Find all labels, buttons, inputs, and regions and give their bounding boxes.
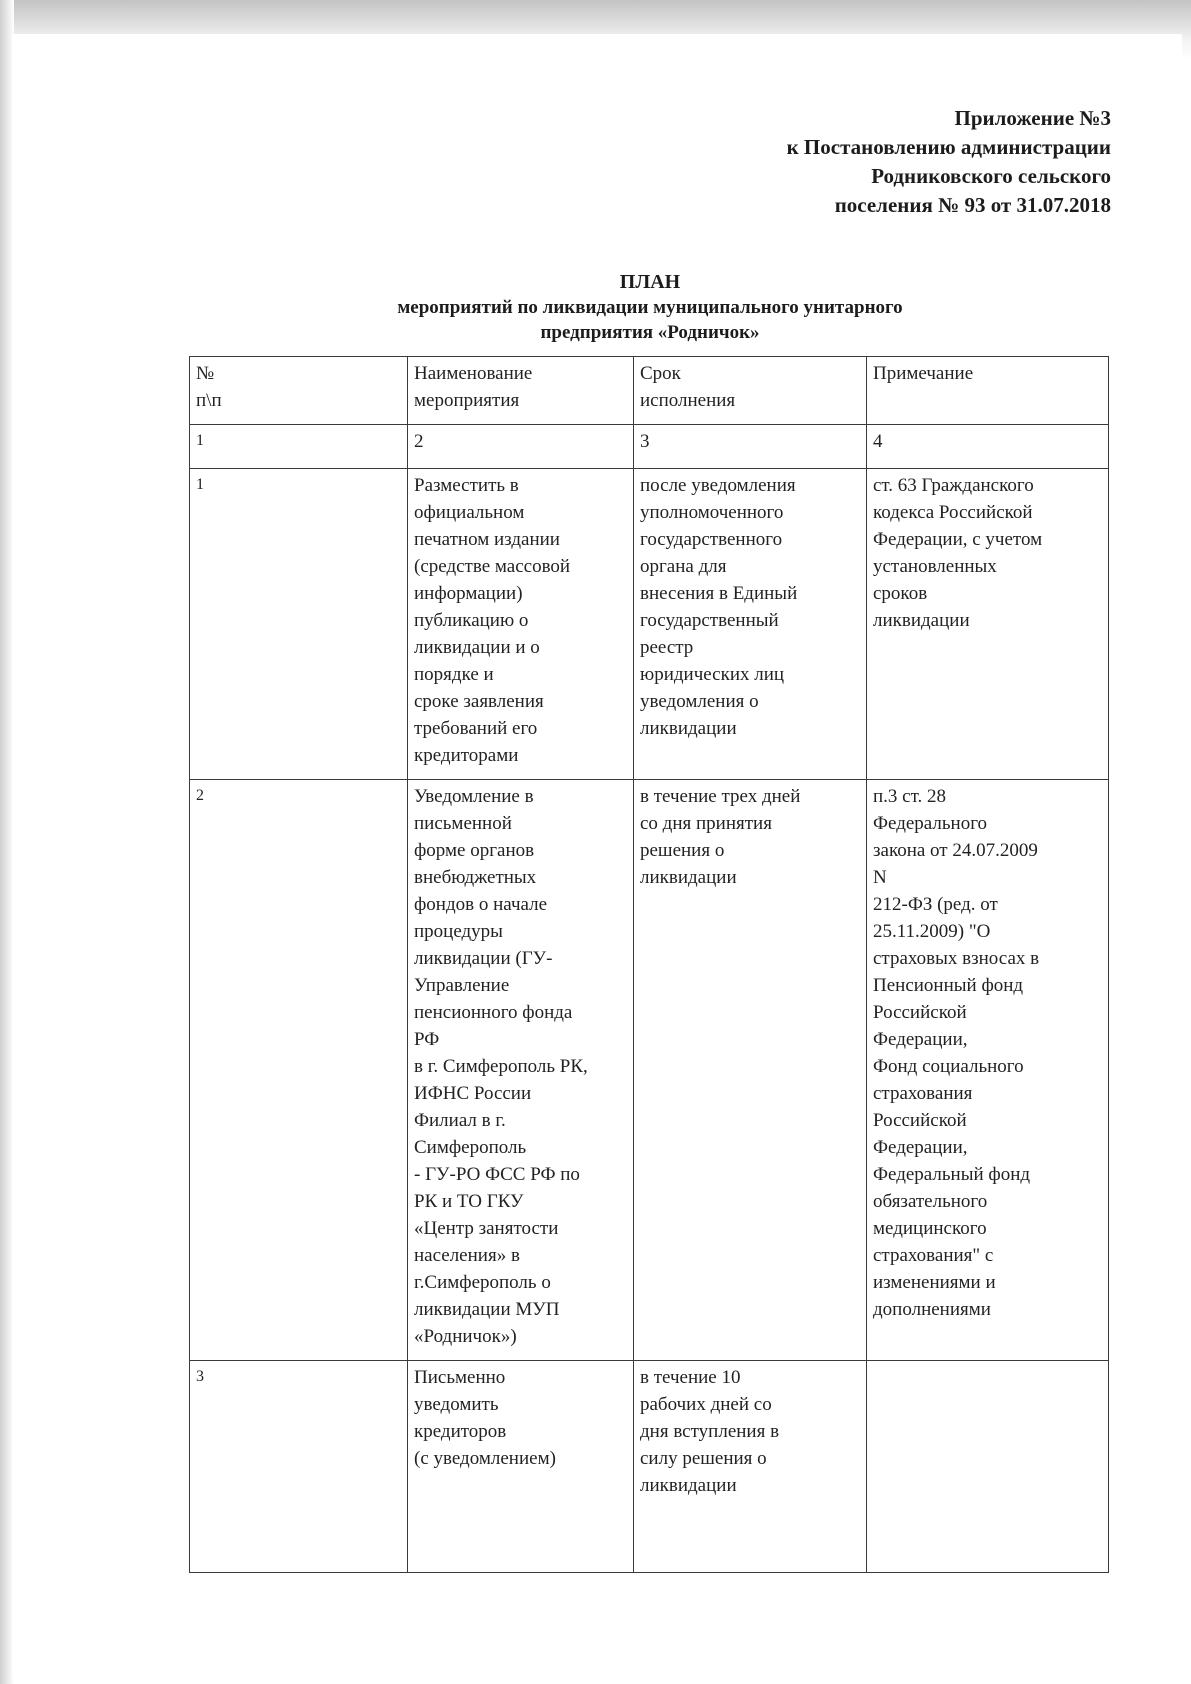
table-row [190, 1361, 1109, 1573]
row-note: ст. 63 Гражданского кодекса Российской Федерации, с учетом установленных сроков ликвидации [867, 469, 1109, 780]
document-title [190, 270, 1110, 345]
table-header-row [190, 357, 1109, 425]
plan-table [189, 356, 1109, 1573]
appendix-header [787, 104, 1111, 220]
header-num: № п\п [190, 357, 408, 425]
row-event-name: Разместить в официальном печатном издании (средстве массовой информации) публикацию о ликвидации и о порядке и сроке заявления требований его кредиторами [408, 469, 634, 780]
index-cell: 4 [867, 425, 1109, 469]
row-event-name: Письменно уведомить кредиторов (с уведомлением) [408, 1361, 634, 1573]
row-number: 1 [190, 469, 408, 780]
appendix-line-3: Родниковского сельского [871, 164, 1111, 188]
header-term: Срок исполнения [634, 357, 867, 425]
table-row [190, 780, 1109, 1361]
row-event-name: Уведомление в письменной форме органов внебюджетных фондов о начале процедуры ликвидации (ГУ- Управление пенсионного фонда РФ в г. Симферополь РК, ИФНС России Филиал в г. Симферополь - ГУ-РО ФСС РФ по РК и ТО ГКУ «Центр занятости населения» в г.Симферополь о ликвидации МУП «Родничок») [408, 780, 634, 1361]
row-term: в течение 10 рабочих дней со дня вступления в силу решения о ликвидации [634, 1361, 867, 1573]
appendix-line-4: поселения № 93 от 31.07.2018 [834, 193, 1111, 217]
index-cell: 1 [190, 425, 408, 469]
index-cell: 3 [634, 425, 867, 469]
row-note [867, 1361, 1109, 1573]
row-note: п.3 ст. 28 Федерального закона от 24.07.2009 N 212-ФЗ (ред. от 25.11.2009) "О страховых взносах в Пенсионный фонд Российской Федерации, Фонд социального страхования Российской Федерации, Федеральный фонд обязательного медицинского страхования" с изменениями и дополнениями [867, 780, 1109, 1361]
table-index-row [190, 425, 1109, 469]
row-term: после уведомления уполномоченного государственного органа для внесения в Единый государственный реестр юридических лиц уведомления о ликвидации [634, 469, 867, 780]
title-line-1: мероприятий по ликвидации муниципального унитарного [397, 297, 903, 318]
appendix-line-2: к Постановлению администрации [786, 135, 1111, 159]
table-row [190, 469, 1109, 780]
row-term: в течение трех дней со дня принятия решения о ликвидации [634, 780, 867, 1361]
title-line-2: предприятия «Родничок» [540, 322, 760, 343]
appendix-line-1: Приложение №3 [954, 106, 1111, 130]
header-note: Примечание [867, 357, 1109, 425]
header-name: Наименование мероприятия [408, 357, 634, 425]
row-number: 2 [190, 780, 408, 1361]
row-number: 3 [190, 1361, 408, 1573]
title-plan: ПЛАН [619, 271, 681, 293]
index-cell: 2 [408, 425, 634, 469]
